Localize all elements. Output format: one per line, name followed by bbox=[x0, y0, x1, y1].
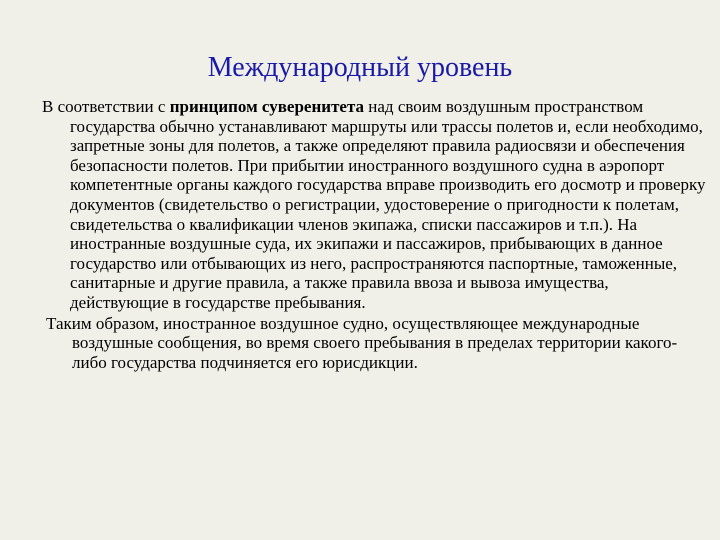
paragraph-1-bold-term: принципом суверенитета bbox=[169, 97, 365, 116]
paragraph-jurisdiction: Таким образом, иностранное воздушное судно, осуществляющее международные воздушные сообщения, во время своего пребывания в пределах территории какого-либо государства подчиняется его юрисдикции. bbox=[46, 313, 678, 372]
paragraph-1-lead: В соответствии с bbox=[42, 97, 170, 116]
slide-title-text: Международный уровень bbox=[207, 52, 513, 83]
paragraph-sovereignty bbox=[42, 97, 710, 313]
slide-title bbox=[0, 50, 720, 86]
slide-body bbox=[42, 97, 710, 372]
paragraph-1-rest: над своим воздушным пространством государства обычно устанавливают маршруты или трассы полетов и, если необходимо, запретные зоны для полетов, а также определяют правила радиосвязи и обеспечения безопасности полетов. При прибытии иностранного воздушного судна в аэропорт компетентные органы каждого государства вправе производить его досмотр и проверку документов (свидетельство о регистрации, удостоверение о пригодности к полетам, свидетельства о квалификации членов экипажа, списки пассажиров и т.п.). На иностранные воздушные суда, их экипажи и пассажиров, прибывающих в данное государство или отбывающих из него, распространяются паспортные, таможенные, санитарные и другие правила, а также правила ввоза и вывоза имущества, действующие в государстве пребывания. bbox=[70, 97, 706, 312]
